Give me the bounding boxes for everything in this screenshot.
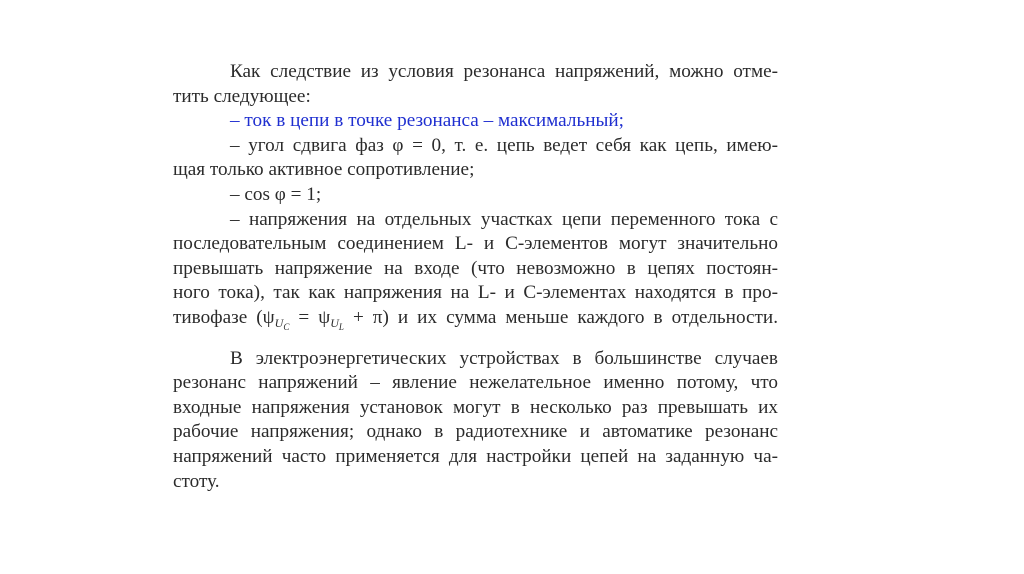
text-line: напряжений часто применяется для настройки цепей на заданную ча-	[173, 445, 778, 467]
formula-line: тивофазе $(\psi_{U_C} = \psi_{U_L} + \pi)$ и их сумма меньше каждого в отдельности.	[173, 306, 778, 332]
text-line: щая только активное сопротивление;	[173, 159, 475, 181]
text-line: входные напряжения установок могут в несколько раз превышать их	[173, 396, 778, 418]
text-line: стоту.	[173, 470, 220, 492]
text-line: превышать напряжение на входе (что невозможно в цепях постоян-	[173, 257, 778, 279]
intro-paragraph	[173, 60, 778, 109]
item-phase-angle	[173, 134, 778, 183]
text-line: последовательным соединением L- и C-элементов могут значительно	[173, 233, 778, 255]
text-block	[173, 60, 778, 494]
text-line: резонанс напряжений – явление нежелательное именно потому, что	[173, 372, 778, 394]
item-cos-phi: – cos φ = 1;	[230, 183, 322, 205]
formula: $\psi_{U_C} = \psi_{U_L} + \pi$	[262, 306, 383, 332]
text-line: – угол сдвига фаз φ = 0, т. е. цепь ведет себя как цепь, имею-	[230, 134, 778, 156]
text-line: – напряжения на отдельных участках цепи переменного тока с	[230, 208, 778, 230]
text-line: ного тока), так как напряжения на L- и C-элементах находятся в про-	[173, 282, 778, 304]
conclusion-paragraph	[173, 347, 778, 495]
text-line: тить следующее:	[173, 85, 311, 107]
text-line: рабочие напряжения; однако в радиотехнике и автоматике резонанс	[173, 421, 778, 443]
text-line: В электроэнергетических устройствах в большинстве случаев	[230, 347, 778, 369]
text-line: Как следствие из условия резонанса напряжений, можно отме-	[230, 61, 778, 82]
item-voltages	[173, 208, 778, 340]
highlighted-item-current: – ток в цепи в точке резонанса – максимальный;	[230, 110, 624, 132]
